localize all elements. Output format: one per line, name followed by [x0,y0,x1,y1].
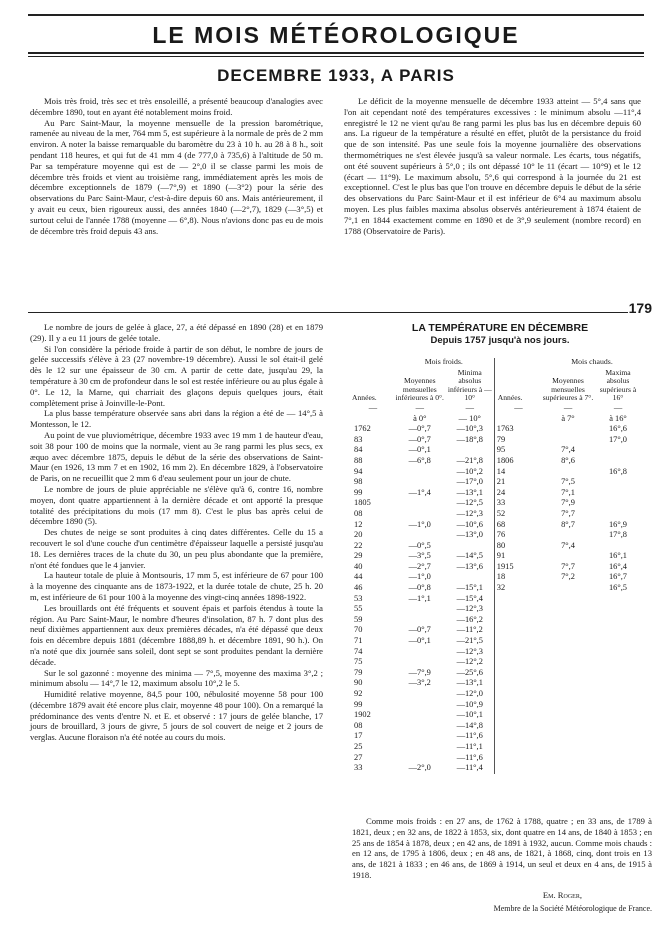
hot-mean-column-header: Moyennes mensuelles supérieures à 7°. [542,376,594,403]
hot-year-cell: 24 [494,488,542,499]
table-row [352,477,642,488]
table-row [352,604,642,615]
hot-extreme-cell: 16°,9 [608,519,627,529]
cold-extreme-cell: —11°,2 [456,625,483,635]
hot-mean-cell [542,668,594,679]
table-row [352,636,642,647]
cold-mean-cell: —2°,7 [408,561,431,571]
cold-year-cell: 1805 [354,498,371,508]
hot-year-cell [494,763,542,774]
cold-year-cell: 83 [354,434,363,444]
cold-mean-cell [394,467,446,478]
hot-year-cell: 21 [494,477,542,488]
header-rule-top [28,14,644,16]
cold-extreme-cell: —14°,8 [456,720,483,730]
cold-mean-cell: —0°,7 [408,434,431,444]
cold-mean-cell [394,530,446,541]
cold-extreme-cell: —10°,3 [456,424,483,434]
hot-extreme-cell: 17°,8 [608,530,627,540]
hot-year-cell: 76 [494,530,542,541]
table-row [352,541,642,552]
cold-mean-cell [394,647,446,658]
hot-mean-cell [542,689,594,700]
cold-year-cell: 79 [354,667,363,677]
hot-year-cell [494,689,542,700]
hot-year-cell [494,753,542,764]
cold-mean-cell [394,604,446,615]
table-row [352,562,642,573]
cold-extreme-cell: —18°,8 [456,434,483,444]
hot-year-cell [494,647,542,658]
magazine-section-title: LE MOIS MÉTÉOROLOGIQUE [152,22,520,48]
cold-mean-cell [394,700,446,711]
hot-year-cell [494,710,542,721]
table-row [352,445,642,456]
hot-extreme-cell [594,509,642,520]
hot-mean-cell [542,424,594,435]
hot-mean-cell: 7°,5 [561,477,575,487]
table-row [352,435,642,446]
cold-year-cell: 94 [354,466,363,476]
cold-extreme-cell: —11°,6 [456,731,483,741]
cold-year-cell: 46 [354,583,363,593]
cold-year-cell: 20 [354,530,363,540]
cold-mean-cell [394,509,446,520]
cold-year-cell: 74 [354,646,363,656]
hot-mean-cell: 7°,7 [561,561,575,571]
cold-extreme-cell: —12°,3 [456,646,483,656]
table-row [352,583,642,594]
cold-extreme-cell: —25°,6 [456,667,483,677]
hot-mean-cell [542,530,594,541]
cold-mean-cell: —2°,0 [408,763,431,773]
page-number: 179 [628,300,652,316]
paragraph: Le nombre de jours de gelée à glace, 27, a été dépassé en 1890 (28) et en 1879 (29). Il y a eu 11 jours de gelée totale. [30,322,323,343]
hot-extreme-cell [594,498,642,509]
cold-mean-cell: —0°,7 [408,625,431,635]
hot-mean-cell [542,700,594,711]
cold-year-cell: 22 [354,540,363,550]
cold-mean-cell: —0°,8 [408,583,431,593]
table-row [352,731,642,742]
hot-extreme-cell [594,636,642,647]
hot-extreme-cell [594,668,642,679]
table-row [352,424,642,435]
table-row [352,615,642,626]
cold-mean-cell [394,753,446,764]
cold-extreme-cell: —13°,0 [456,530,483,540]
cold-extreme-cell: —10°,6 [456,519,483,529]
hot-extreme-cell [594,445,642,456]
table-row [352,689,642,700]
cold-mean-cell [394,657,446,668]
table-row [352,572,642,583]
cold-min-column-header: Minima absolus inférieurs à — 10° [447,367,492,403]
table-row [352,700,642,711]
cold-extreme-cell: —21°,5 [456,636,483,646]
hot-mean-cell [542,763,594,774]
paragraph: Comme mois froids : en 27 ans, de 1762 à 1788, quatre ; en 33 ans, de 1789 à 1821, deux ; en 32 ans, de 1822 à 1853, six, dont quatre en 14 ans, de 1840 à 1853 ; en 25 ans de 1854 à 1878, deux ; en 42 ans, de 1891 à 1932, aucun. Comme mois chauds : en 12 ans, de 1795 à 1806, deux ; en 48 ans, de 1821, à 1868, cinq, dont trois en 13 ans, de 1821 à 1833 ; en 46 ans, de 1869 à 1914, un seul et deux en 4 ans, de 1915 à 1918. [352,816,653,880]
cold-year-cell: 08 [354,508,363,518]
hot-mean-cell: 7°,1 [561,487,575,497]
reference-value: — 10° [458,413,481,423]
hot-extreme-cell: 16°,1 [608,551,627,561]
cold-extreme-cell: —11°,4 [456,763,483,773]
hot-mean-cell [542,753,594,764]
hot-max-column-header: Maxima absolus supérieurs à 16° [599,367,637,403]
dash: — [368,402,378,412]
cold-year-cell: 71 [354,636,363,646]
hot-year-cell: 95 [494,445,542,456]
hot-mean-cell: 7°,4 [561,540,575,550]
dash: — [494,403,542,414]
paragraph: La plus basse température observée sans abri dans la région a été de — 14°,5 à Montesson, le 12. [30,408,323,430]
table-row [352,467,642,478]
author-role: Membre de la Société Météorologique de France. [493,904,652,913]
article-bottom-left-column [30,322,323,743]
cold-mean-cell: —6°,8 [408,455,431,465]
dash: — [465,402,474,412]
hot-extreme-cell [594,488,642,499]
hot-extreme-cell [594,689,642,700]
cold-year-cell: 33 [354,763,363,773]
table-row [352,647,642,658]
temperature-table [352,358,642,774]
cold-year-cell: 08 [354,720,363,730]
hot-mean-cell [542,657,594,668]
hot-year-cell: 80 [494,541,542,552]
cold-year-cell: 70 [354,625,363,635]
dash: — [563,402,573,412]
hot-year-cell: 79 [494,435,542,446]
cold-extreme-cell: —12°,0 [456,689,483,698]
hot-extreme-cell: 16°,4 [608,561,627,571]
hot-extreme-cell [594,657,642,668]
dash: — [415,402,424,412]
cold-extreme-cell: —15°,4 [456,593,483,603]
hot-extreme-cell [594,721,642,732]
hot-extreme-cell [594,731,642,742]
cold-extreme-cell: —12°,2 [456,657,483,667]
cold-mean-cell: —3°,5 [408,551,431,561]
hot-extreme-cell [594,753,642,764]
hot-mean-cell [542,604,594,615]
hot-mean-cell [542,615,594,626]
cold-year-cell: 53 [354,593,363,603]
cold-mean-cell [394,477,446,488]
hot-mean-cell [542,721,594,732]
cold-mean-cell [394,721,446,732]
cold-year-cell: 1762 [354,424,371,434]
cold-mean-cell: —0°,5 [408,540,431,550]
cold-mean-cell [394,498,446,509]
table-body [352,424,642,774]
hot-extreme-cell [594,477,642,488]
hot-mean-cell [542,625,594,636]
hot-extreme-cell [594,594,642,605]
hot-year-cell: 91 [494,551,542,562]
hot-year-cell [494,594,542,605]
dash: — [613,402,623,412]
reference-value: à 0° [413,413,427,423]
hot-mean-cell [542,647,594,658]
cold-year-cell: 27 [354,752,363,762]
hot-extreme-cell [594,604,642,615]
cold-extreme-cell: —12°,3 [456,604,483,614]
table-row [352,551,642,562]
paragraph: Humidité relative moyenne, 84,5 pour 100, nébulosité moyenne 58 pour 100 (décembre 1879 avait été encore plus clair, moyenne 48 pour 100). On a remarqué la prédominance des vents d'entre N. et E. et observé : 17 jours de gelée blanche, 17 jours de brouillard, 3 jours de givre, 5 jours de sol couvert de neige et 2 jours de verglas. Aucune floraison n'a été notée au cours du mois. [30,689,323,743]
hot-year-cell [494,700,542,711]
cold-mean-cell [394,742,446,753]
article-title: DECEMBRE 1933, A PARIS [217,66,455,85]
hot-year-cell: 32 [494,583,542,594]
hot-mean-cell [542,583,594,594]
hot-year-cell: 33 [494,498,542,509]
hot-extreme-cell [594,678,642,689]
article-top-right-column [344,96,641,236]
hot-extreme-cell: 16°,5 [608,583,627,593]
cold-extreme-cell: —16°,2 [456,614,483,624]
hot-extreme-cell: 17°,0 [608,434,627,444]
hot-mean-cell [542,742,594,753]
cold-mean-cell [394,731,446,742]
cold-mean-cell: —1°,1 [408,593,431,603]
article-top-left-column [30,96,323,236]
cold-extreme-cell: —12°,5 [456,498,483,508]
hot-year-cell [494,731,542,742]
cold-year-cell: 98 [354,477,363,487]
cold-extreme-cell: —14°,5 [456,551,483,561]
cold-extreme-cell: —11°,6 [456,752,483,762]
cold-year-cell: 88 [354,455,363,465]
cold-extreme-cell: —12°,3 [456,508,483,518]
table-row [352,710,642,721]
hot-mean-cell [542,731,594,742]
hot-extreme-cell [594,700,642,711]
cold-year-cell: 44 [354,572,363,582]
hot-year-cell [494,668,542,679]
cold-mean-cell: —1°,4 [408,487,431,497]
table-row [352,498,642,509]
cold-year-cell: 99 [354,699,363,709]
cold-extreme-cell [446,572,495,583]
table-row [352,678,642,689]
hot-mean-cell: 7°,9 [561,498,575,508]
paragraph: Mois très froid, très sec et très ensoleillé, a présenté beaucoup d'analogies avec décembre 1890, tout en ayant été notablement moins froid. [30,96,323,117]
hot-extreme-cell [594,625,642,636]
hot-extreme-cell [594,763,642,774]
table-row [352,456,642,467]
header-rule-bottom-thin [28,56,644,57]
cold-year-cell: 25 [354,741,363,751]
group-hot-header: Mois chauds. [571,357,613,366]
cold-mean-column-header: Moyennes mensuelles inférieures à 0°. [395,376,444,403]
table-row [352,763,642,774]
hot-year-cell: 1763 [494,424,542,435]
hot-mean-cell [542,467,594,478]
hot-year-cell: 1806 [494,456,542,467]
hot-year-cell [494,657,542,668]
hot-year-cell: 14 [494,467,542,478]
reference-value: à 16° [609,413,627,423]
table-row [352,509,642,520]
paragraph: Les brouillards ont été fréquents et souvent épais et parfois étendus à toute la région. Au Parc Saint-Maur, le nombre d'heures d'insolation, 87 h. 7 dont plus des neuf dixièmes appartiennent aux deux premières décades, n'a été dépassé que deux fois en décembre depuis 1881 (décembre 1888,89 h. et décembre 1891, 90 h.). On n'a noté que dix journée sans soleil, dont sept se sont produites pendant la dernière décade. [30,602,323,667]
hot-extreme-cell [594,710,642,721]
hot-mean-cell [542,710,594,721]
table-row [352,488,642,499]
cold-extreme-cell: —11°,1 [456,741,483,751]
hot-mean-cell [542,594,594,605]
hot-extreme-cell [594,456,642,467]
table-row [352,657,642,668]
hot-year-cell: 68 [494,520,542,531]
hot-year-cell: 52 [494,509,542,520]
cold-extreme-cell [446,541,495,552]
cold-extreme-cell: —15°,1 [456,583,483,593]
cold-year-cell: 12 [354,519,363,529]
hot-extreme-cell: 16°,8 [608,466,627,476]
hot-mean-cell: 7°,7 [561,508,575,518]
cold-year-cell: 90 [354,678,363,688]
cold-mean-cell: —7°,9 [408,667,431,677]
hot-year-cell: 18 [494,572,542,583]
table-row [352,753,642,764]
table-row [352,668,642,679]
year-column-header: Années. [352,393,377,403]
paragraph: Le nombre de jours de pluie appréciable ne s'élève qu'à 6, contre 16, nombre moyen, dont quatre appartiennent à la dernière décade et ont apporté la presque totalité des précipitations du mois (17 mm 8). C'est le plus bas après celui de décembre 1890 (5). [30,483,323,527]
cold-mean-cell: —0°,7 [408,424,431,434]
header-rule-bottom [28,52,644,54]
hot-year-cell [494,742,542,753]
table-note [352,816,652,881]
hot-year-cell [494,636,542,647]
hot-year-cell [494,721,542,732]
cold-year-cell: 92 [354,689,363,698]
table-title: LA TEMPÉRATURE EN DÉCEMBRE [411,322,589,334]
cold-mean-cell: —1°,0 [408,519,431,529]
paragraph: La hauteur totale de pluie à Montsouris, 17 mm 5, est inférieure de 67 pour 100 à la moyenne des cinquante ans de 1873-1922, et la durée totale de chute, 25 h. 20 m, est inférieure de 61 pour 100 à la moyenne des vingt-cinq années 1898-1922. [30,570,323,602]
cold-year-cell: 75 [354,657,363,667]
cold-mean-cell: —3°,2 [408,678,431,688]
hot-extreme-cell [594,647,642,658]
paragraph: Au point de vue pluviométrique, décembre 1933 avec 19 mm 1 de hauteur d'eau, soit 38 pour 100 de moins que la normale, vient au 3e rang parmi les plus secs, ex æquo avec décembre 1875, depuis le début de la série des observations de Saint-Maur (en 1926, 13 mm 7 et en 1902, 16 mm 2). En décembre 1829, à l'observatoire de Paris, on ne recueillit que 2 mm 6 d'eau seulement pour un jour de chute. [30,429,323,484]
year-column-header: Années. [494,367,542,403]
cold-mean-cell [394,710,446,721]
group-cold-header: Mois froids. [424,357,463,366]
cold-extreme-cell: —10°,1 [456,710,483,720]
hot-extreme-cell: 16°,6 [608,424,627,434]
table-row [352,625,642,636]
cold-mean-cell [394,615,446,626]
cold-year-cell: 55 [354,604,363,614]
hot-extreme-cell: 16°,7 [608,572,627,582]
paragraph: Le déficit de la moyenne mensuelle de décembre 1933 atteint — 5°,4 sans que l'on ait cependant noté des températures excessives : le minimum absolu —11°,4 enregistré le 12 ne vient qu'au 8e rang parmi les plus bas lus en décembre depuis 60 ans. La rigueur de la température a résulté en effet, plutôt de la persistance du froid que de son intensité. Pas une seule fois la moyenne journalière des observations thermométriques ne s'est élevée jusqu'à sa valeur normale. Les écarts, tous négatifs, ont été souvent supérieurs à 5°,0 ; ils ont dépassé 10° le 11 (écart — 10°9) et le 12 (écart — 11°9). Le maximum absolu, 5°,6 qui correspond à la journée du 21 est exceptionnel. C'est le plus bas que l'on trouve en décembre depuis le début de la série des observations du Parc Saint-Maur et il est inférieur de 6°4 au maximum absolu moyen. Les plus faibles maxima absolus observés antérieurement à 1874 étaient de 7°,1 en 1844 exactement comme en 1890 et de 3°,9 seulement (nombre record) en 1788 (Observatoire de Paris). [344,96,641,236]
hot-extreme-cell [594,615,642,626]
cold-mean-cell: —0°,1 [408,445,431,455]
table-row [352,742,642,753]
cold-extreme-cell: —10°,9 [456,699,483,709]
cold-extreme-cell: —13°,1 [456,678,483,688]
hot-year-cell [494,625,542,636]
table-row [352,530,642,541]
cold-mean-cell: —0°,1 [408,636,431,646]
paragraph: Sur le sol gazonné : moyenne des minima — 7°,5, moyenne des maxima 3°,2 ; minimum absolu — 14°,7 le 12, maximum absolu 10°,2 le 5. [30,667,323,689]
cold-extreme-cell: —10°,2 [456,466,483,476]
hot-mean-cell: 7°,4 [561,445,575,455]
table-row [352,520,642,531]
hot-mean-cell [542,551,594,562]
cold-extreme-cell: —13°,1 [456,487,483,497]
cold-extreme-cell: —21°,8 [456,455,483,465]
hot-year-cell [494,615,542,626]
hot-mean-cell: 8°,7 [561,519,575,529]
cold-mean-cell [394,689,446,700]
cold-extreme-cell [446,445,495,456]
cold-extreme-cell: —13°,6 [456,561,483,571]
paragraph: Des chutes de neige se sont produites à cinq dates différentes. Celle du 15 a recouvert le sol d'une couche d'un centimètre d'épaisseur laquelle a persisté jusqu'au 18. Les dernières traces de la chute du 30, un peu plus abondante que la première, n'ont été fondues que le 4 janvier. [30,527,323,570]
cold-year-cell: 40 [354,561,363,571]
hot-mean-cell: 8°,6 [561,455,575,465]
table-row [352,721,642,732]
hot-mean-cell [542,636,594,647]
cold-year-cell: 29 [354,551,363,561]
hot-year-cell: 1915 [494,562,542,573]
page-divider-rule [28,312,628,313]
table-row [352,594,642,605]
hot-mean-cell: 7°,2 [561,572,575,582]
table-subtitle: Depuis 1757 jusqu'à nos jours. [430,335,570,346]
paragraph: Si l'on considère la période froide à partir de son début, le nombre de jours de gelée successifs s'élève à 23 (27 novembre-19 décembre). Aussi le sol était-il gelé dès le 12 sur une épaisseur de 30 cm. A partir de cette date, jusqu'au 29, la température à 30 cm de profondeur dans le sol est restée inférieure ou au plus égale à 0°. Le 12, la Marne, qui charriait des glaçons depuis quelques jours, était complètement prise à Joinville-le-Pont. [30,343,323,408]
cold-year-cell: 1902 [354,710,371,720]
reference-value: à 7° [561,413,575,423]
hot-extreme-cell [594,742,642,753]
author-signature: Em. Roger, [542,890,582,900]
cold-year-cell: 59 [354,614,363,624]
cold-year-cell: 17 [354,731,363,741]
hot-extreme-cell [594,541,642,552]
paragraph: Au Parc Saint-Maur, la moyenne mensuelle de la pression barométrique, ramenée au niveau de la mer, 764 mm 5, est supérieure à la normale de près de 2 mm environ. A noter la baisse remarquable du baromètre du 23 à 10 h. au 28 à 8 h., soit pendant 118 heures, et qui fut de 41 mm 4 (de 777,0 à 735,6) à l'altitude de 50 m. Par sa température moyenne qui est de — 2°,0 il se classe parmi les mois de décembre très froids et vient au troisième rang, immédiatement après les mois de décembre exceptionnels de 1879 (—7°,9) et 1890 (—3°2) pour la série des observations du Parc Saint-Maur, c'est-à-dire depuis 60 ans. Mais antérieurement, il y avait eu ceux, bien rigoureux aussi, des années 1840 (—2°,7), 1829 (—3°,5) et surtout celui de l'année 1788 (moyenne — 6°,8). Nous n'avions donc pas eu de mois de décembre très froid depuis 43 ans. [30,117,323,236]
hot-mean-cell [542,435,594,446]
hot-mean-cell [542,678,594,689]
hot-year-cell [494,604,542,615]
cold-mean-cell: —1°,0 [408,572,431,582]
cold-extreme-cell: —17°,0 [456,477,483,487]
cold-year-cell: 84 [354,445,363,455]
cold-year-cell: 99 [354,487,363,497]
hot-year-cell [494,678,542,689]
